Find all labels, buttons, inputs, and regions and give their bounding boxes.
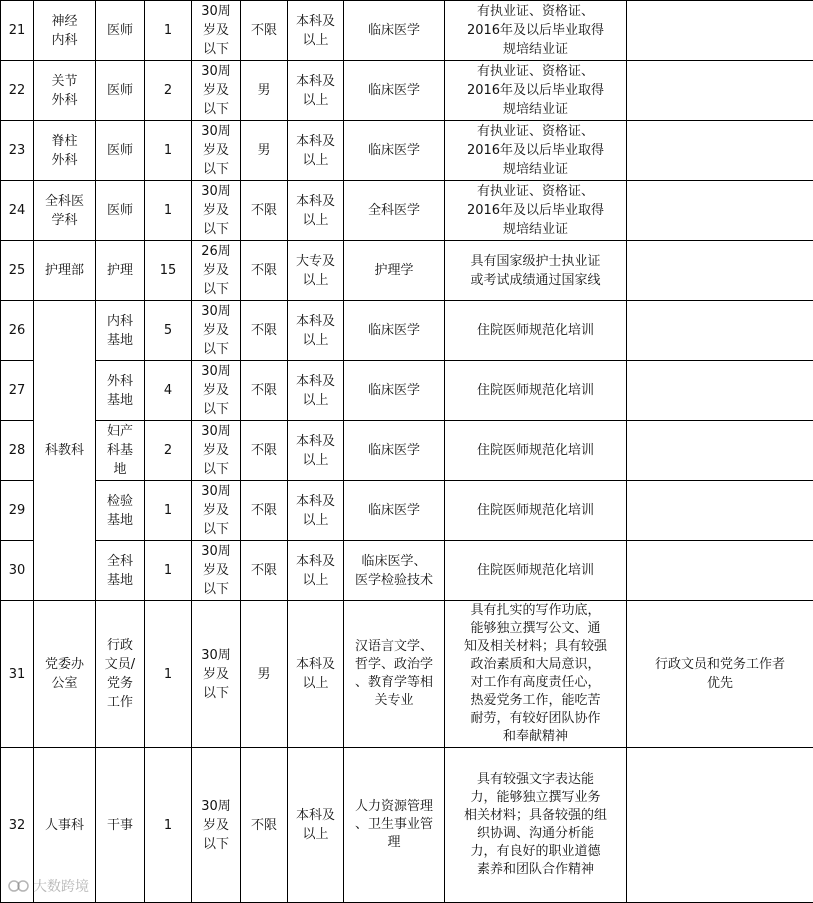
cell-line: 本科及 (290, 72, 341, 91)
department-merged: 科教科 (34, 301, 96, 601)
cell-line: 基地 (98, 571, 142, 590)
table-row (1, 421, 813, 481)
row-number: 23 (1, 121, 34, 181)
cell-line: 内科 (36, 31, 93, 50)
cell-line: 相关材料；具备较强的组 (447, 807, 624, 825)
position: 干事 (96, 748, 145, 903)
remark (627, 421, 813, 481)
position: 护理 (96, 241, 145, 301)
cell-line: 本科及 (290, 312, 341, 331)
gender: 男 (241, 61, 288, 121)
education (288, 181, 344, 241)
cell-line: 外科 (36, 91, 93, 110)
cell-line: 30周 (194, 482, 238, 501)
cell-line: 行政文员和党务工作者 (629, 655, 811, 674)
cell-line: 具有国家级护士执业证 (447, 252, 624, 271)
remark (627, 361, 813, 421)
cell-line: 以下 (194, 340, 238, 359)
education (288, 1, 344, 61)
cell-line: 30周 (194, 646, 238, 665)
cell-line: 检验 (98, 492, 142, 511)
position (96, 361, 145, 421)
gender: 不限 (241, 301, 288, 361)
position: 医师 (96, 1, 145, 61)
cell-line: 学科 (36, 211, 93, 230)
age-limit (192, 241, 241, 301)
cell-line: 30周 (194, 422, 238, 441)
cell-line: 本科及 (290, 372, 341, 391)
watermark (8, 876, 89, 896)
cell-line: 耐劳，有较好团队协作 (447, 710, 624, 728)
requirements: 住院医师规范化培训 (445, 301, 627, 361)
cell-line: 岁及 (194, 321, 238, 340)
gender: 不限 (241, 1, 288, 61)
position (96, 421, 145, 481)
gender: 男 (241, 121, 288, 181)
cell-line: 本科及 (290, 192, 341, 211)
cell-line: 神经 (36, 12, 93, 31)
age-limit (192, 541, 241, 601)
gender: 不限 (241, 748, 288, 903)
gender: 不限 (241, 421, 288, 481)
education (288, 241, 344, 301)
cell-line: 具有扎实的写作功底， (447, 602, 624, 620)
department (34, 181, 96, 241)
cell-line: 汉语言文学、 (346, 638, 442, 656)
age-limit (192, 361, 241, 421)
cell-line: 30周 (194, 302, 238, 321)
requirements (445, 121, 627, 181)
major (344, 748, 445, 903)
cell-line: 岁及 (194, 816, 238, 835)
education (288, 481, 344, 541)
remark (627, 481, 813, 541)
cell-line: 岁及 (194, 561, 238, 580)
row-number: 26 (1, 301, 34, 361)
cell-line: 大专及 (290, 252, 341, 271)
position (96, 481, 145, 541)
cell-line: 2016年及以后毕业取得 (447, 21, 624, 40)
education (288, 301, 344, 361)
department (34, 61, 96, 121)
cell-line: 30周 (194, 542, 238, 561)
remark (627, 601, 813, 748)
department: 护理部 (34, 241, 96, 301)
cell-line: 医学检验技术 (346, 571, 442, 590)
cell-line: 以上 (290, 451, 341, 470)
remark (627, 181, 813, 241)
headcount: 1 (145, 748, 192, 903)
cell-line: 基地 (98, 391, 142, 410)
watermark-logo-icon (8, 879, 30, 893)
cell-line: 以上 (290, 91, 341, 110)
position (96, 541, 145, 601)
cell-line: 全科 (98, 552, 142, 571)
cell-line: 力，能够独立撰写业务 (447, 789, 624, 807)
age-limit (192, 748, 241, 903)
row-number: 25 (1, 241, 34, 301)
requirements (445, 601, 627, 748)
cell-line: 以上 (290, 331, 341, 350)
headcount: 2 (145, 421, 192, 481)
position: 医师 (96, 121, 145, 181)
cell-line: 以下 (194, 160, 238, 179)
cell-line: 人力资源管理 (346, 798, 442, 816)
cell-line: 以下 (194, 40, 238, 59)
cell-line: 岁及 (194, 441, 238, 460)
headcount: 1 (145, 121, 192, 181)
cell-line: 具有较强文字表达能 (447, 771, 624, 789)
cell-line: 规培结业证 (447, 100, 624, 119)
cell-line: 以下 (194, 835, 238, 854)
cell-line: 30周 (194, 2, 238, 21)
cell-line: 基地 (98, 511, 142, 530)
requirements: 住院医师规范化培训 (445, 421, 627, 481)
cell-line: 岁及 (194, 381, 238, 400)
major: 临床医学 (344, 481, 445, 541)
age-limit (192, 421, 241, 481)
cell-line: 、教育学等相 (346, 674, 442, 692)
cell-line: 规培结业证 (447, 220, 624, 239)
cell-line: 本科及 (290, 552, 341, 571)
cell-line: 有执业证、资格证、 (447, 2, 624, 21)
cell-line: 以上 (290, 391, 341, 410)
table-row (1, 181, 813, 241)
table-row (1, 481, 813, 541)
major (344, 541, 445, 601)
education (288, 361, 344, 421)
table-row (1, 61, 813, 121)
cell-line: 哲学、政治学 (346, 656, 442, 674)
cell-line: 内科 (98, 312, 142, 331)
major (344, 601, 445, 748)
requirements: 住院医师规范化培训 (445, 541, 627, 601)
cell-line: 以上 (290, 674, 341, 693)
major: 全科医学 (344, 181, 445, 241)
headcount: 2 (145, 61, 192, 121)
table-row (1, 121, 813, 181)
age-limit (192, 481, 241, 541)
department (34, 1, 96, 61)
watermark-text: 大数跨境 (33, 876, 89, 896)
cell-line: 对工作有高度责任心， (447, 674, 624, 692)
cell-line: 公室 (36, 674, 93, 693)
cell-line: 规培结业证 (447, 160, 624, 179)
cell-line: 以下 (194, 280, 238, 299)
education (288, 61, 344, 121)
cell-line: 以上 (290, 571, 341, 590)
cell-line: 以下 (194, 400, 238, 419)
remark (627, 301, 813, 361)
cell-line: 30周 (194, 122, 238, 141)
table-row (1, 301, 813, 361)
cell-line: 全科医 (36, 192, 93, 211)
cell-line: 规培结业证 (447, 40, 624, 59)
cell-line: 素养和团队合作精神 (447, 861, 624, 879)
cell-line: 有执业证、资格证、 (447, 122, 624, 141)
education (288, 121, 344, 181)
education (288, 601, 344, 748)
remark (627, 748, 813, 903)
cell-line: 能够独立撰写公文、通 (447, 620, 624, 638)
requirements: 住院医师规范化培训 (445, 361, 627, 421)
age-limit (192, 61, 241, 121)
age-limit (192, 1, 241, 61)
headcount: 1 (145, 541, 192, 601)
department: 人事科 (34, 748, 96, 903)
cell-line: 力，有良好的职业道德 (447, 843, 624, 861)
cell-line: 岁及 (194, 21, 238, 40)
cell-line: 有执业证、资格证、 (447, 62, 624, 81)
cell-line: 岁及 (194, 141, 238, 160)
cell-line: 临床医学、 (346, 552, 442, 571)
department (34, 601, 96, 748)
requirements (445, 61, 627, 121)
cell-line: 党委办 (36, 655, 93, 674)
table-body (1, 1, 813, 903)
cell-line: 基地 (98, 331, 142, 350)
headcount: 4 (145, 361, 192, 421)
cell-line: 岁及 (194, 261, 238, 280)
table-row (1, 748, 813, 903)
cell-line: 本科及 (290, 806, 341, 825)
requirements (445, 181, 627, 241)
cell-line: 以下 (194, 220, 238, 239)
headcount: 5 (145, 301, 192, 361)
cell-line: 地 (98, 460, 142, 479)
cell-line: 外科 (98, 372, 142, 391)
requirements (445, 241, 627, 301)
cell-line: 本科及 (290, 132, 341, 151)
education (288, 541, 344, 601)
education (288, 421, 344, 481)
cell-line: 理 (346, 834, 442, 852)
cell-line: 30周 (194, 362, 238, 381)
remark (627, 241, 813, 301)
cell-line: 2016年及以后毕业取得 (447, 81, 624, 100)
cell-line: 以上 (290, 211, 341, 230)
cell-line: 以上 (290, 31, 341, 50)
row-number: 31 (1, 601, 34, 748)
cell-line: 文员/ (98, 655, 142, 674)
age-limit (192, 121, 241, 181)
remark (627, 541, 813, 601)
cell-line: 以上 (290, 271, 341, 290)
cell-line: 30周 (194, 182, 238, 201)
age-limit (192, 601, 241, 748)
requirements (445, 1, 627, 61)
major: 护理学 (344, 241, 445, 301)
gender: 男 (241, 601, 288, 748)
table-row (1, 241, 813, 301)
position (96, 301, 145, 361)
gender: 不限 (241, 481, 288, 541)
cell-line: 以下 (194, 684, 238, 703)
cell-line: 科基 (98, 441, 142, 460)
major: 临床医学 (344, 301, 445, 361)
cell-line: 本科及 (290, 12, 341, 31)
cell-line: 以下 (194, 520, 238, 539)
requirements: 住院医师规范化培训 (445, 481, 627, 541)
row-number: 32 (1, 748, 34, 903)
cell-line: 脊柱 (36, 132, 93, 151)
requirements (445, 748, 627, 903)
cell-line: 党务 (98, 674, 142, 693)
cell-line: 2016年及以后毕业取得 (447, 141, 624, 160)
gender: 不限 (241, 541, 288, 601)
row-number: 22 (1, 61, 34, 121)
department (34, 121, 96, 181)
cell-line: 26周 (194, 242, 238, 261)
cell-line: 30周 (194, 62, 238, 81)
major: 临床医学 (344, 121, 445, 181)
major: 临床医学 (344, 421, 445, 481)
table-row (1, 601, 813, 748)
cell-line: 妇产 (98, 422, 142, 441)
row-number: 24 (1, 181, 34, 241)
cell-line: 和奉献精神 (447, 728, 624, 746)
cell-line: 政治素质和大局意识， (447, 656, 624, 674)
row-number: 30 (1, 541, 34, 601)
cell-line: 以下 (194, 100, 238, 119)
row-number: 21 (1, 1, 34, 61)
cell-line: 30周 (194, 797, 238, 816)
cell-line: 本科及 (290, 432, 341, 451)
cell-line: 关专业 (346, 692, 442, 710)
cell-line: 以下 (194, 580, 238, 599)
remark (627, 61, 813, 121)
cell-line: 2016年及以后毕业取得 (447, 201, 624, 220)
major: 临床医学 (344, 1, 445, 61)
cell-line: 岁及 (194, 201, 238, 220)
headcount: 15 (145, 241, 192, 301)
cell-line: 本科及 (290, 492, 341, 511)
age-limit (192, 301, 241, 361)
position: 医师 (96, 181, 145, 241)
cell-line: 有执业证、资格证、 (447, 182, 624, 201)
cell-line: 岁及 (194, 81, 238, 100)
cell-line: 行政 (98, 636, 142, 655)
row-number: 27 (1, 361, 34, 421)
remark (627, 1, 813, 61)
cell-line: 以下 (194, 460, 238, 479)
cell-line: 以上 (290, 151, 341, 170)
cell-line: 热爱党务工作，能吃苦 (447, 692, 624, 710)
gender: 不限 (241, 361, 288, 421)
cell-line: 工作 (98, 693, 142, 712)
cell-line: 以上 (290, 825, 341, 844)
headcount: 1 (145, 481, 192, 541)
table-row (1, 541, 813, 601)
cell-line: 或考试成绩通过国家线 (447, 271, 624, 290)
headcount: 1 (145, 181, 192, 241)
remark (627, 121, 813, 181)
table-row (1, 1, 813, 61)
row-number: 29 (1, 481, 34, 541)
cell-line: 关节 (36, 72, 93, 91)
row-number: 28 (1, 421, 34, 481)
gender: 不限 (241, 181, 288, 241)
age-limit (192, 181, 241, 241)
major: 临床医学 (344, 361, 445, 421)
table-row (1, 361, 813, 421)
cell-line: 岁及 (194, 665, 238, 684)
position: 医师 (96, 61, 145, 121)
cell-line: 、卫生事业管 (346, 816, 442, 834)
headcount: 1 (145, 601, 192, 748)
cell-line: 本科及 (290, 655, 341, 674)
education (288, 748, 344, 903)
cell-line: 优先 (629, 674, 811, 693)
cell-line: 知及相关材料；具有较强 (447, 638, 624, 656)
cell-line: 岁及 (194, 501, 238, 520)
cell-line: 外科 (36, 151, 93, 170)
headcount: 1 (145, 1, 192, 61)
position (96, 601, 145, 748)
cell-line: 织协调、沟通分析能 (447, 825, 624, 843)
major: 临床医学 (344, 61, 445, 121)
cell-line: 以上 (290, 511, 341, 530)
gender: 不限 (241, 241, 288, 301)
